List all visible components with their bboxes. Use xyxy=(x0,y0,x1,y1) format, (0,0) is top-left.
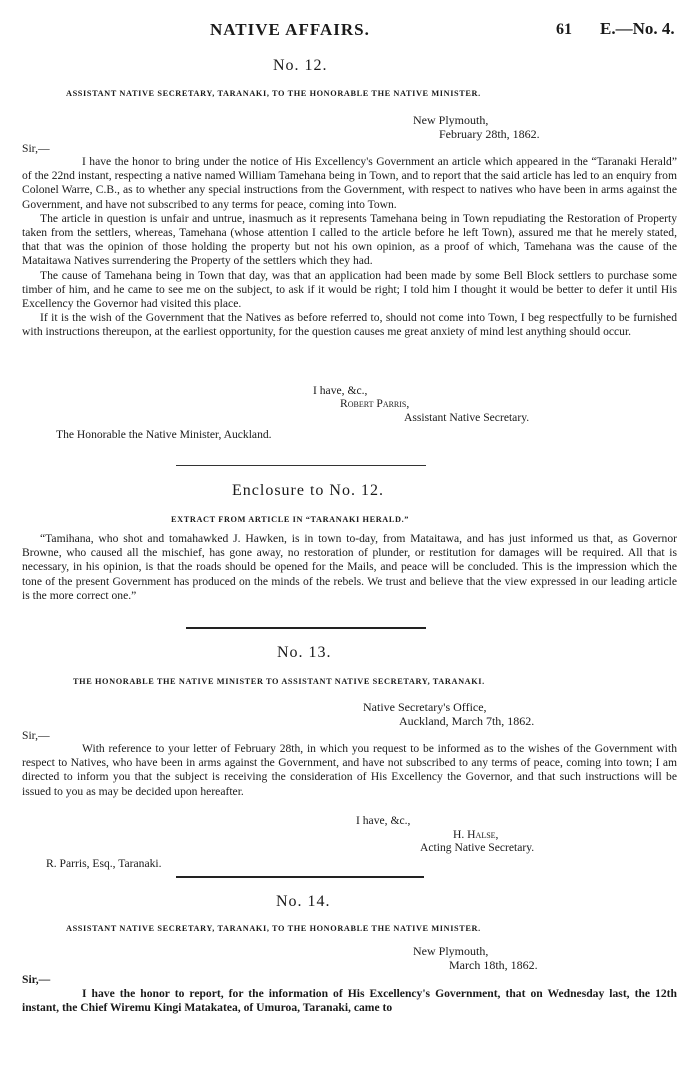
doc12-addressee: The Honorable the Native Minister, Auckland. xyxy=(56,428,272,441)
doc14-place: New Plymouth, xyxy=(413,944,489,958)
page-number: 61 xyxy=(556,21,572,38)
enclosure-heading: EXTRACT FROM ARTICLE IN “TARANAKI HERALD.” xyxy=(171,515,410,524)
doc13-addressee: R. Parris, Esq., Taranaki. xyxy=(46,857,162,870)
doc13-signature: H. Halse, xyxy=(453,828,499,841)
enclosure-text: “Tamihana, who shot and tomahawked J. Hawken, is in town to-day, from Mataitawa, and has just informed us that, as Governor Browne, who caused all the mischief, has gone away, no restoration of plunder, or restitution for damages will be required. All that is necessary, in his opinion, is that the roads should be opened for the Mails, and peace will be concluded. This is the impression which the tone of the present Government has produced on the minds of the rebels. We trust and believe that the view expressed in our leading article is the more correct one.” xyxy=(22,532,677,602)
doc12-paragraph: I have the honor to bring under the notice of His Excellency's Government an article which appeared in the “Taranaki Herald” of the 22nd instant, respecting a native named William Tamehana being in Town, and to report that the said article has led to an enquiry from Colonel Warre, C.B., as to whether any special instructions from the Government, with respect to natives who have been in arms against the Government, and have not subscribed to any terms for peace, coming into Town. xyxy=(22,155,677,211)
doc13-date: Auckland, March 7th, 1862. xyxy=(399,714,535,728)
doc12-signature-title: Assistant Native Secretary. xyxy=(404,411,530,424)
doc12-body xyxy=(22,155,677,340)
doc14-salutation: Sir,— xyxy=(22,973,51,986)
doc14-body xyxy=(22,987,677,1015)
doc12-place: New Plymouth, xyxy=(413,113,489,127)
section-divider xyxy=(186,627,426,629)
doc13-place: Native Secretary's Office, xyxy=(363,700,487,714)
doc12-number: No. 12. xyxy=(273,57,328,74)
document-reference: E.—No. 4. xyxy=(600,19,675,38)
doc13-heading: THE HONORABLE THE NATIVE MINISTER TO ASSISTANT NATIVE SECRETARY, TARANAKI. xyxy=(73,677,485,686)
doc14-date: March 18th, 1862. xyxy=(449,958,538,972)
doc13-body xyxy=(22,742,677,799)
doc12-paragraph: The article in question is unfair and untrue, inasmuch as it represents Tamehana being in Town repudiating the Restoration of Property taken from the settlers, whereas, Tamehana (whose attention I called to the article before he left Town), assured me that he merely stated, that that was the opinion of those holding the property but not his own opinion, as a proof of which, Tamehana was the cause of the Mataitawa Natives surrendering the Property of the settlers which they had. xyxy=(22,211,677,268)
enclosure-title: Enclosure to No. 12. xyxy=(232,482,384,499)
doc12-signature: Robert Parris, xyxy=(340,397,410,410)
doc13-signature-title: Acting Native Secretary. xyxy=(420,841,535,854)
doc14-number: No. 14. xyxy=(276,893,331,910)
doc12-salutation: Sir,— xyxy=(22,142,50,155)
doc12-paragraph: If it is the wish of the Government that the Natives as before referred to, should not come into Town, I beg respectfully to be furnished with instructions thereupon, at the earliest opportunity, for the question causes me great anxiety of mind lest anything should occur. xyxy=(22,311,677,339)
doc12-paragraph: The cause of Tamehana being in Town that day, was that an application had been made by some Bell Block settlers to purchase some timber of him, and he came to see me on the subject, to ask if it would be right; I told him I thought it would be better to defer it until His Excellency the Governor had visited this place. xyxy=(22,268,677,311)
doc13-closing: I have, &c., xyxy=(356,814,411,827)
doc14-heading: ASSISTANT NATIVE SECRETARY, TARANAKI, TO THE HONORABLE THE NATIVE MINISTER. xyxy=(66,924,481,933)
doc13-text: With reference to your letter of February 28th, in which you request to be informed as to the wishes of the Government with respect to Natives, who have been in arms against the Government, and have not subscribed to any terms of peace, coming into town; I am directed to inform you that the subject is receiving the consideration of His Excellency the Governor, and that such instructions will be issued to you as may be decided upon hereafter. xyxy=(22,742,677,798)
running-title: NATIVE AFFAIRS. xyxy=(210,20,370,39)
section-divider xyxy=(176,876,424,878)
doc13-number: No. 13. xyxy=(277,644,332,661)
doc12-date: February 28th, 1862. xyxy=(439,127,540,141)
doc14-text: I have the honor to report, for the information of His Excellency's Government, that on Wednesday last, the 12th instant, the Chief Wiremu Kingi Matakatea, of Umuroa, Taranaki, came to xyxy=(22,987,677,1015)
doc12-closing: I have, &c., xyxy=(313,384,368,397)
doc13-salutation: Sir,— xyxy=(22,729,50,742)
section-divider xyxy=(176,465,426,466)
doc12-heading: ASSISTANT NATIVE SECRETARY, TARANAKI, TO THE HONORABLE THE NATIVE MINISTER. xyxy=(66,89,481,98)
enclosure-body xyxy=(22,532,677,603)
